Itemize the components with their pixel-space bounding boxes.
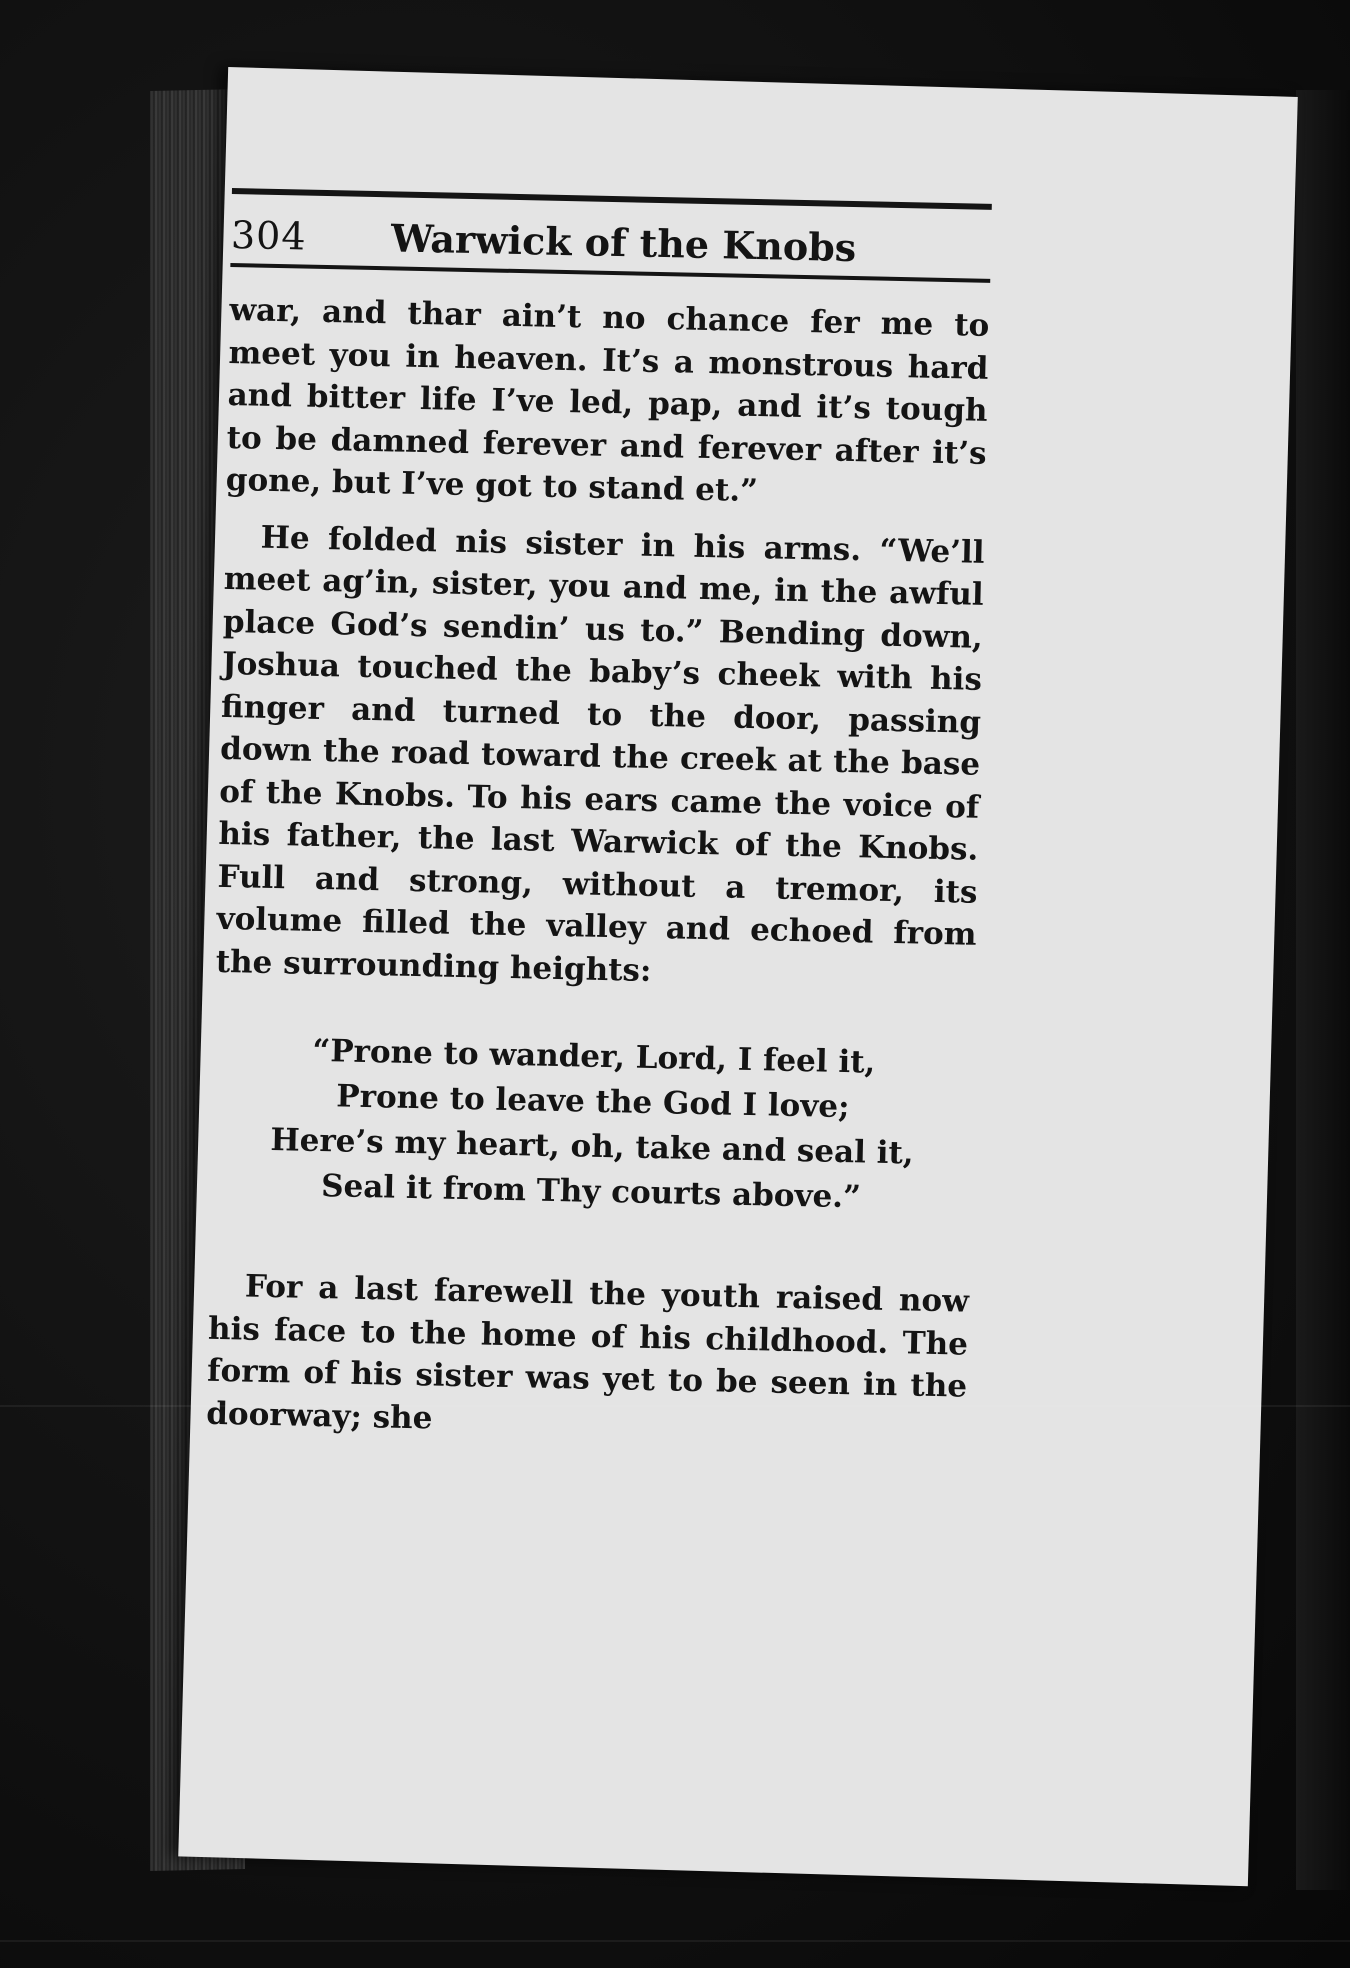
verse-line: Prone to leave the God I love; — [336, 1078, 850, 1126]
verse-line: Here’s my heart, oh, take and seal it, — [270, 1122, 914, 1172]
book-title: Warwick of the Knobs — [390, 215, 857, 271]
scan-artifact-line — [0, 1940, 1350, 1942]
paragraph-2: He folded nis sister in his arms. “We’ll meet ag’in, sister, you and me, in the awful place God’s sendin’ us to.” Bending down, Joshua touched the baby’s cheek with his finger and turned to the door, passing down the road toward the creek at the base of the Knobs. To his ears came the voice of his father, the last Warwick of the Knobs. Full and strong, without a tremor, its volume filled the valley and echoed from the surrounding heights: — [215, 519, 985, 989]
page-number: 304 — [230, 212, 307, 259]
hymn-verse — [211, 1027, 975, 1223]
scan-artifact-line — [0, 1405, 1350, 1407]
paragraph-1: war, and thar ain’t no chance fer me to meet you in heaven. It’s a monstrous hard and bitter life I’ve led, pap, and it’s tough to be damned ferever and ferever after it’s gone, but I’ve got to stand et.” — [225, 291, 990, 510]
page-content — [206, 188, 992, 1451]
book-right-edge — [1296, 90, 1350, 1890]
verse-line: Seal it from Thy courts above.” — [320, 1168, 862, 1216]
verse-line: “Prone to wander, Lord, I feel it, — [312, 1032, 876, 1081]
paragraph-3: For a last farewell the youth raised now his face to the home of his childhood. The form of his sister was yet to be seen in the doorway; she — [205, 1268, 970, 1436]
